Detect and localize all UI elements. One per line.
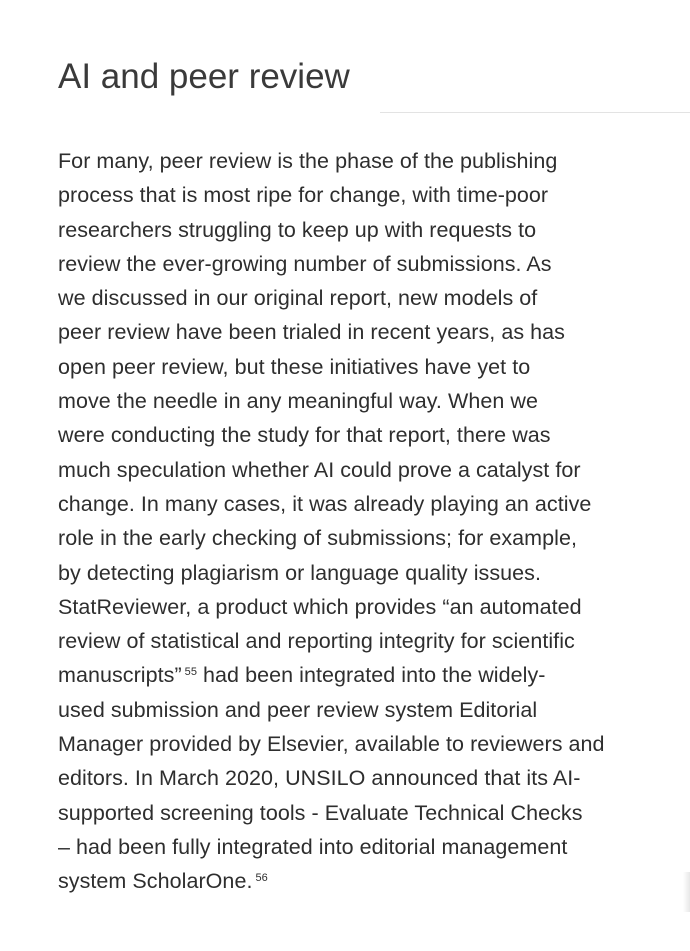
paragraph-line: system ScholarOne. $^{56}$ [58, 869, 268, 894]
paragraph-line: For many, peer review is the phase of the publishing [58, 149, 558, 173]
paragraph-line: used submission and peer review system Editorial [58, 697, 538, 722]
footnote-ref-56[interactable]: 56 [255, 872, 268, 885]
paragraph-line: review of statistical and reporting integrity for scientific [58, 629, 575, 654]
paragraph-line: peer review have been trialed in recent years, as has [58, 320, 565, 345]
paragraph-line: by detecting plagiarism or language quality issues. [58, 560, 541, 585]
paragraph-line: we discussed in our original report, new models of [58, 286, 538, 311]
body-paragraph [58, 144, 678, 899]
paragraph-line: manuscripts” $^{55}$ had been integrated into the widely- [58, 663, 546, 688]
heading-divider [380, 112, 690, 113]
paragraph-line: researchers struggling to keep up with requests to [58, 217, 537, 242]
paragraph-line: role in the early checking of submissions; for example, [58, 526, 577, 551]
paragraph-line: were conducting the study for that report, there was [58, 423, 551, 448]
paragraph-line: Manager provided by Elsevier, available to reviewers and [58, 732, 605, 757]
paragraph-line: – had been fully integrated into editorial management [58, 834, 568, 859]
section-heading: AI and peer review [58, 57, 350, 96]
paragraph-line: StatReviewer, a product which provides “an automated [58, 594, 582, 619]
paragraph-line: change. In many cases, it was already playing an active [58, 491, 592, 516]
paragraph-line: much speculation whether AI could prove a catalyst for [58, 457, 581, 482]
paragraph-line: review the ever-growing number of submissions. As [58, 251, 552, 276]
page-edge-shadow [683, 872, 690, 912]
paragraph-line: process that is most ripe for change, with time-poor [58, 183, 549, 208]
paragraph-line: editors. In March 2020, UNSILO announced that its AI- [58, 766, 581, 791]
paragraph-line: move the needle in any meaningful way. When we [58, 389, 538, 414]
paragraph-line: open peer review, but these initiatives have yet to [58, 354, 531, 379]
footnote-ref-55[interactable]: 55 [184, 666, 198, 679]
paragraph-line: supported screening tools - Evaluate Technical Checks [58, 800, 583, 825]
